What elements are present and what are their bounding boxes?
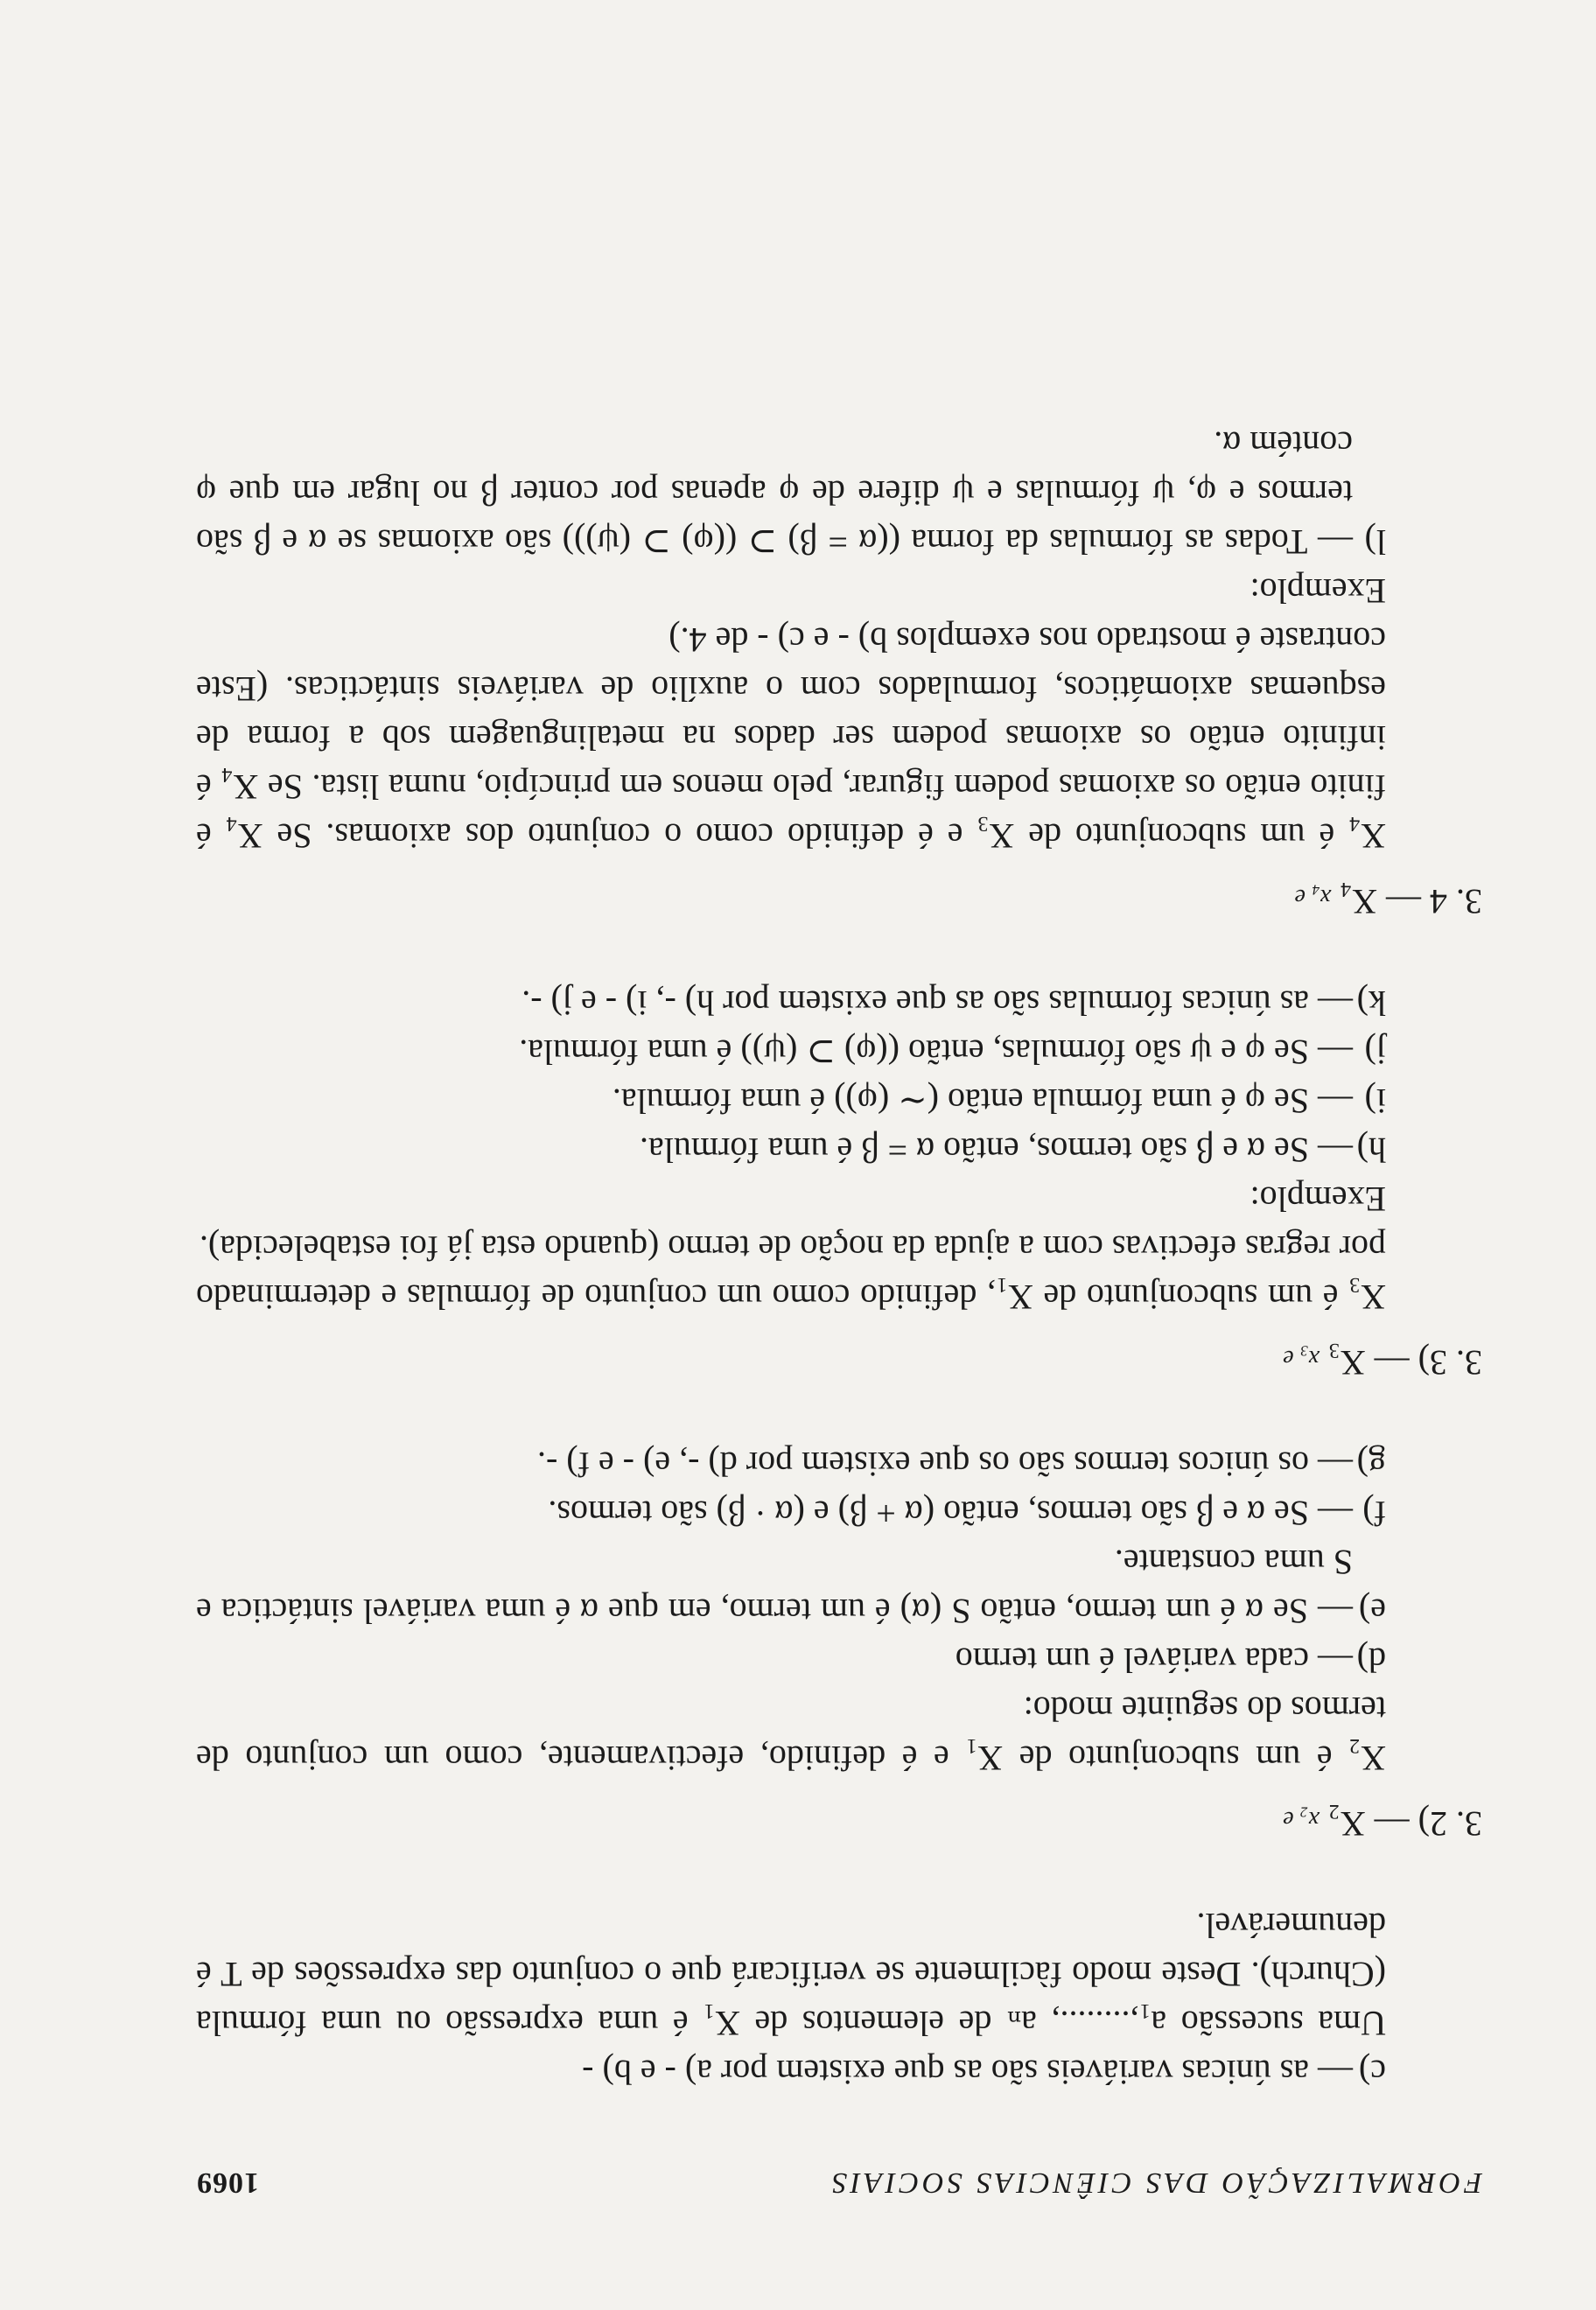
section-heading-3-2: 3. 2) — X₂ x₂ e <box>1283 1804 1482 1844</box>
example-label: Exemplo: <box>1250 571 1386 611</box>
running-header <box>196 2158 1482 2207</box>
item-text: — Se α e β são termos, então α = β é uma fórmula. <box>640 1130 1353 1170</box>
page-number: 1069 <box>196 2166 259 2199</box>
example-label: Exemplo: <box>1250 1180 1386 1219</box>
section-paragraph: X₂ é um subconjunto de X₁ e é definido, efectivamente, como um conjunto de termos do seguinte modo: <box>196 1690 1386 1778</box>
item-marker: l) <box>1364 522 1386 562</box>
section-heading-3-3: 3. 3) — X₃ x₃ e <box>1283 1343 1482 1382</box>
list-item <box>196 1439 1482 1488</box>
item-marker: c) <box>1358 2053 1386 2092</box>
page-body <box>196 419 1482 2207</box>
item-text: — as únicas variáveis são as que existem por a) - e b) - <box>582 2053 1353 2092</box>
list-item <box>196 978 1482 1027</box>
item-marker: i) <box>1364 1082 1386 1121</box>
list-item <box>196 1488 1482 1537</box>
item-text: — Se φ é uma fórmula então (∼ (φ)) é uma fórmula. <box>612 1082 1353 1121</box>
item-text: — Se φ e ψ são fórmulas, então ((φ) ⊃ (ψ)) é uma fórmula. <box>519 1032 1353 1072</box>
list-item <box>196 1537 1482 1635</box>
item-marker: h) <box>1356 1130 1386 1170</box>
heading-subscript: x₂ e <box>1283 1806 1320 1833</box>
item-text: — Se α é um termo, então S (α) é um termo, em que α é uma variável sintáctica e S uma constante. <box>196 1543 1353 1631</box>
intro-paragraph: Uma sucessão a₁,........, aₙ de elementos de X₁ é uma expressão ou uma fórmula (Church). Deste modo fàcilmente se verificará que o conjunto das expressões de T é denumerável. <box>196 1906 1386 2043</box>
item-marker: d) <box>1356 1641 1386 1680</box>
item-marker: e) <box>1358 1592 1386 1631</box>
item-text: — Todas as fórmulas da forma ((α = β) ⊃ ((φ) ⊃ (ψ))) são axiomas se α e β são termos e φ, ψ fórmulas e ψ difere de φ apenas por conter β no lugar em que φ contém α. <box>196 424 1353 562</box>
section-paragraph: X₃ é um subconjunto de X₁, definido como um conjunto de fórmulas e determinado por regras efectivas com a ajuda da noção de termo (quando esta já foi estabelecida). <box>196 1228 1386 1317</box>
item-marker: j) <box>1364 1032 1386 1072</box>
item-marker: k) <box>1356 984 1386 1023</box>
item-text: — Se α e β são termos, então (α + β) e (α · β) são termos. <box>548 1494 1353 1533</box>
list-item <box>196 2048 1482 2096</box>
heading-subscript: x₃ e <box>1283 1345 1320 1372</box>
list-item <box>196 1125 1482 1174</box>
running-title: FORMALIZAÇÃO DAS CIÊNCIAS SOCIAIS <box>829 2166 1482 2199</box>
item-text: — os únicos termos são os que existem por d) -, e) - e f) -. <box>537 1445 1353 1484</box>
item-text: — cada variável é um termo <box>955 1641 1353 1680</box>
heading-subscript: x₄ e <box>1294 884 1332 911</box>
list-item <box>196 419 1482 566</box>
list-item <box>196 1076 1482 1125</box>
item-text: — as únicas fórmulas são as que existem por h) -, i) - e j) -. <box>522 984 1353 1023</box>
item-marker: f) <box>1362 1494 1386 1533</box>
list-item <box>196 1635 1482 1684</box>
section-heading-3-4: 3. 4 — X₄ x₄ e <box>1294 882 1482 921</box>
item-marker: g) <box>1356 1445 1386 1484</box>
list-item <box>196 1027 1482 1076</box>
section-paragraph: X₄ é um subconjunto de X₃ e é definido como o conjunto dos axiomas. Se X₄ é finito então os axiomas podem figurar, pelo menos em princípio, numa lista. Se X₄ é infinito então os axiomas podem ser dados na metalinguagem sob a forma de esquemas axiomáticos, formulados com o auxílio de variáveis sintácticas. (Este contraste é mostrado nos exemplos b) - e c) - de 4.) <box>196 620 1386 856</box>
